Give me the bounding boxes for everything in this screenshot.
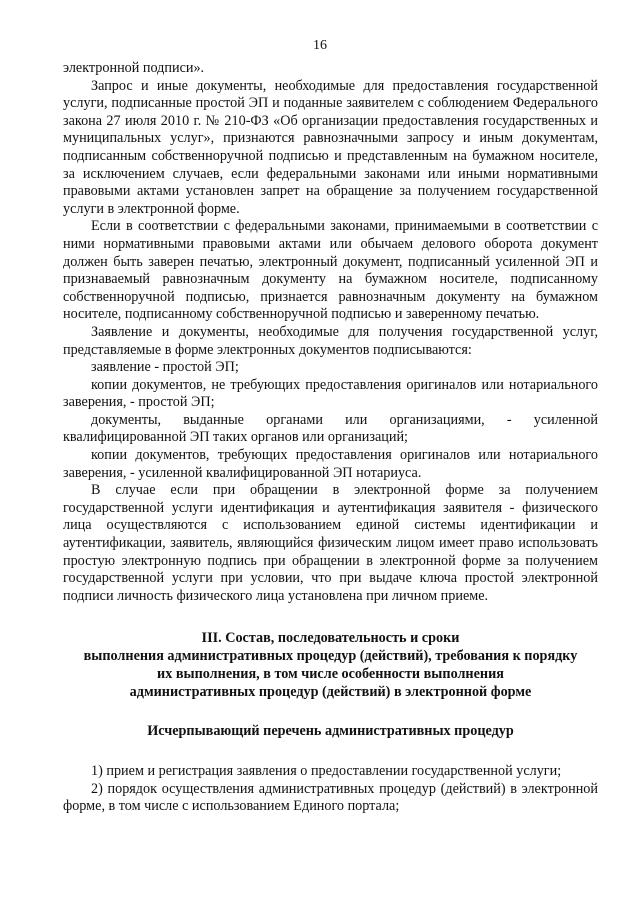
procedure-item-1: 1) прием и регистрация заявления о предоставлении государственной услуги; <box>91 763 562 779</box>
paragraph-signing-intro: Заявление и документы, необходимые для получения государственной услуг, представляемые в форме электронных документов подписываются: <box>63 323 598 358</box>
paragraph-continuation: электронной подписи». <box>63 60 205 76</box>
section-heading-line3: их выполнения, в том числе особенности выполнения <box>157 666 504 683</box>
section-heading <box>63 629 598 701</box>
paragraph-request-equivalence: Запрос и иные документы, необходимые для предоставления государственной услуги, подписанные простой ЭП и поданные заявителем с соблюдением Федерального закона 27 июля 2010 г. № 210-ФЗ «Об организации предоставления государственных и муниципальных услуг», признаются равнозначными запросу и иным документам, подписанным собственноручной подписью и представленным на бумажном носителе, за исключением случаев, если федеральными законами или иными нормативными правовыми актами установлен запрет на обращение за получением государственной услуги в электронной форме. <box>63 77 598 217</box>
paragraph-identification: В случае если при обращении в электронной форме за получением государственной услуги идентификация и аутентификация заявителя - физического лица осуществляются с использованием единой системы идентификации и аутентификации, заявитель, являющийся физическим лицом имеет право использовать простую электронную подпись при обращении в электронной форме за получением государственной услуги при условии, что при выдаче ключа простой электронной подписи личность физического лица установлена при личном приеме. <box>63 482 598 604</box>
section-heading-line1: III. Состав, последовательность и сроки <box>201 630 460 647</box>
page-number: 16 <box>313 38 327 53</box>
signing-item-application: заявление - простой ЭП; <box>91 359 239 376</box>
section-heading-line4: административных процедур (действий) в электронной форме <box>129 684 532 701</box>
document-body <box>63 60 598 816</box>
section-heading-line2: выполнения административных процедур (действий), требования к порядку <box>83 648 578 665</box>
subsection-heading: Исчерпывающий перечень административных процедур <box>147 723 514 740</box>
procedure-item-2: 2) порядок осуществления административных процедур (действий) в электронной форме, в том числе с использованием Единого портала; <box>63 780 598 815</box>
signing-item-copies-simple: копии документов, не требующих предоставления оригиналов или нотариального заверения, - простой ЭП; <box>63 376 598 411</box>
signing-item-issued-documents: документы, выданные органами или организациями, - усиленной квалифицированной ЭП таких органов или организаций; <box>63 411 598 446</box>
signing-item-copies-notary: копии документов, требующих предоставления оригиналов или нотариального заверения, - усиленной квалифицированной ЭП нотариуса. <box>63 447 598 481</box>
paragraph-seal-requirement: Если в соответствии с федеральными законами, принимаемыми в соответствии с ними нормативными правовыми актами или обычаем делового оборота документ должен быть заверен печатью, электронный документ, подписанный усиленной ЭП и признаваемый равнозначным документу на бумажном носителе, подписанному собственноручной подписью, признается равнозначным документу на бумажном носителе, подписанному собственноручной подписью и заверенному печатью. <box>63 218 598 323</box>
